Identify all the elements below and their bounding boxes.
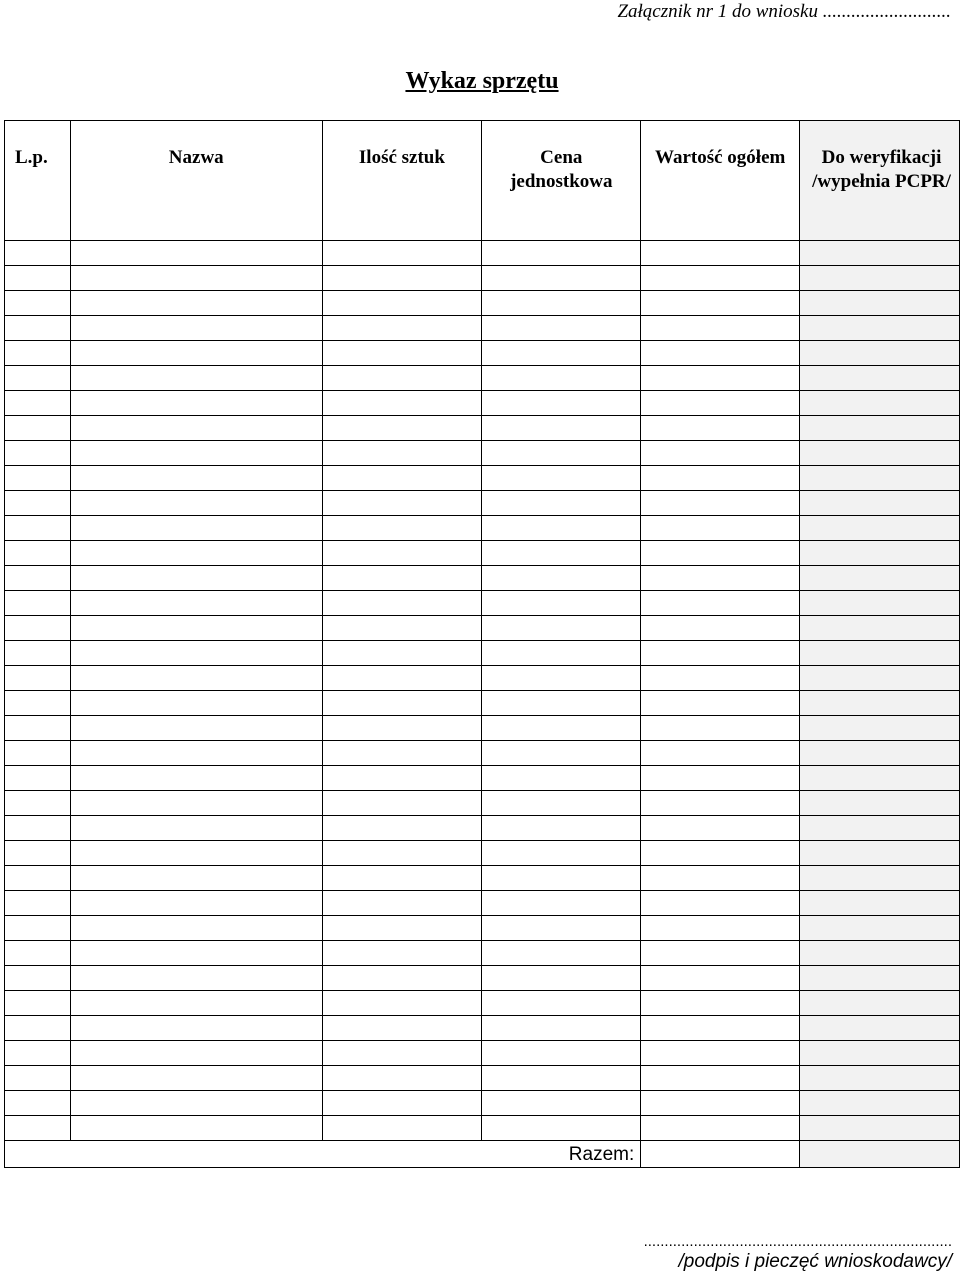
table-cell-lp[interactable] — [5, 241, 71, 266]
table-cell-quantity[interactable] — [322, 591, 482, 616]
table-cell-unit_price[interactable] — [482, 641, 641, 666]
table-cell-name[interactable] — [70, 941, 322, 966]
table-cell-name[interactable] — [70, 516, 322, 541]
table-cell-unit_price[interactable] — [482, 841, 641, 866]
table-cell-total_value[interactable] — [641, 566, 800, 591]
column-header-verification: Do weryfikacji /wypełnia PCPR/ — [800, 121, 960, 241]
table-cell-lp[interactable] — [5, 1016, 71, 1041]
table-row — [5, 666, 960, 691]
table-cell-name[interactable] — [70, 841, 322, 866]
table-cell-total_value[interactable] — [641, 316, 800, 341]
table-cell-quantity[interactable] — [322, 741, 482, 766]
table-cell-total_value[interactable] — [641, 641, 800, 666]
table-row — [5, 241, 960, 266]
table-cell-unit_price[interactable] — [482, 391, 641, 416]
table-cell-unit_price[interactable] — [482, 1016, 641, 1041]
table-cell-unit_price[interactable] — [482, 516, 641, 541]
table-cell-verification[interactable] — [800, 641, 960, 666]
table-cell-unit_price[interactable] — [482, 616, 641, 641]
table-cell-quantity[interactable] — [322, 316, 482, 341]
table-cell-name[interactable] — [70, 716, 322, 741]
table-cell-unit_price[interactable] — [482, 266, 641, 291]
table-row — [5, 466, 960, 491]
table-cell-lp[interactable] — [5, 591, 71, 616]
table-cell-lp[interactable] — [5, 641, 71, 666]
table-row — [5, 391, 960, 416]
table-cell-name[interactable] — [70, 1041, 322, 1066]
table-row — [5, 416, 960, 441]
table-cell-lp[interactable] — [5, 841, 71, 866]
table-cell-verification[interactable] — [800, 716, 960, 741]
table-cell-verification[interactable] — [800, 316, 960, 341]
table-row — [5, 766, 960, 791]
table-cell-name[interactable] — [70, 966, 322, 991]
table-cell-total_value[interactable] — [641, 1041, 800, 1066]
table-cell-unit_price[interactable] — [482, 541, 641, 566]
table-cell-verification[interactable] — [800, 841, 960, 866]
table-cell-unit_price[interactable] — [482, 366, 641, 391]
table-cell-lp[interactable] — [5, 266, 71, 291]
table-cell-quantity[interactable] — [322, 516, 482, 541]
table-cell-name[interactable] — [70, 691, 322, 716]
table-cell-unit_price[interactable] — [482, 241, 641, 266]
table-cell-quantity[interactable] — [322, 916, 482, 941]
table-row — [5, 616, 960, 641]
column-header-unit-price: Cena jednostkowa — [482, 121, 641, 241]
table-cell-total_value[interactable] — [641, 1116, 800, 1141]
table-cell-unit_price[interactable] — [482, 416, 641, 441]
table-cell-total_value[interactable] — [641, 691, 800, 716]
table-cell-verification[interactable] — [800, 616, 960, 641]
table-cell-lp[interactable] — [5, 866, 71, 891]
table-cell-total_value[interactable] — [641, 1016, 800, 1041]
table-cell-unit_price[interactable] — [482, 291, 641, 316]
table-row — [5, 591, 960, 616]
table-cell-total_value[interactable] — [641, 591, 800, 616]
table-cell-verification[interactable] — [800, 391, 960, 416]
table-cell-quantity[interactable] — [322, 666, 482, 691]
table-cell-quantity[interactable] — [322, 391, 482, 416]
table-cell-lp[interactable] — [5, 966, 71, 991]
table-cell-quantity[interactable] — [322, 616, 482, 641]
table-cell-quantity[interactable] — [322, 816, 482, 841]
table-row — [5, 791, 960, 816]
table-cell-name[interactable] — [70, 1016, 322, 1041]
table-cell-total_value[interactable] — [641, 716, 800, 741]
table-cell-quantity[interactable] — [322, 366, 482, 391]
table-cell-name[interactable] — [70, 416, 322, 441]
table-cell-verification[interactable] — [800, 1016, 960, 1041]
table-cell-total_value[interactable] — [641, 741, 800, 766]
table-cell-name[interactable] — [70, 316, 322, 341]
table-cell-name[interactable] — [70, 441, 322, 466]
table-cell-quantity[interactable] — [322, 566, 482, 591]
table-cell-name[interactable] — [70, 891, 322, 916]
table-cell-verification[interactable] — [800, 241, 960, 266]
table-cell-name[interactable] — [70, 291, 322, 316]
table-cell-unit_price[interactable] — [482, 791, 641, 816]
table-cell-lp[interactable] — [5, 941, 71, 966]
table-cell-lp[interactable] — [5, 566, 71, 591]
table-cell-lp[interactable] — [5, 541, 71, 566]
table-row — [5, 1066, 960, 1091]
table-cell-unit_price[interactable] — [482, 441, 641, 466]
table-cell-verification[interactable] — [800, 766, 960, 791]
table-cell-quantity[interactable] — [322, 341, 482, 366]
table-row — [5, 516, 960, 541]
table-row — [5, 316, 960, 341]
table-row — [5, 741, 960, 766]
table-cell-name[interactable] — [70, 341, 322, 366]
table-cell-name[interactable] — [70, 916, 322, 941]
total-value-cell[interactable] — [641, 1141, 800, 1168]
table-row — [5, 891, 960, 916]
table-cell-lp[interactable] — [5, 791, 71, 816]
table-cell-name[interactable] — [70, 266, 322, 291]
total-label: Razem: — [5, 1141, 641, 1168]
table-row — [5, 1116, 960, 1141]
table-cell-name[interactable] — [70, 1066, 322, 1091]
table-cell-lp[interactable] — [5, 1116, 71, 1141]
table-cell-unit_price[interactable] — [482, 916, 641, 941]
table-cell-lp[interactable] — [5, 816, 71, 841]
table-cell-name[interactable] — [70, 766, 322, 791]
table-row — [5, 866, 960, 891]
table-cell-name[interactable] — [70, 816, 322, 841]
table-cell-total_value[interactable] — [641, 516, 800, 541]
table-cell-quantity[interactable] — [322, 241, 482, 266]
table-row — [5, 491, 960, 516]
table-cell-verification[interactable] — [800, 916, 960, 941]
table-cell-verification[interactable] — [800, 266, 960, 291]
table-row — [5, 1016, 960, 1041]
table-cell-total_value[interactable] — [641, 416, 800, 441]
table-cell-verification[interactable] — [800, 1116, 960, 1141]
table-cell-unit_price[interactable] — [482, 891, 641, 916]
table-cell-unit_price[interactable] — [482, 466, 641, 491]
table-cell-verification[interactable] — [800, 466, 960, 491]
table-cell-total_value[interactable] — [641, 291, 800, 316]
table-cell-verification[interactable] — [800, 816, 960, 841]
table-cell-unit_price[interactable] — [482, 716, 641, 741]
table-cell-unit_price[interactable] — [482, 966, 641, 991]
table-row — [5, 1041, 960, 1066]
table-cell-quantity[interactable] — [322, 841, 482, 866]
equipment-table — [4, 120, 960, 1168]
table-row — [5, 541, 960, 566]
table-cell-verification[interactable] — [800, 1066, 960, 1091]
table-cell-quantity[interactable] — [322, 866, 482, 891]
table-header-row — [5, 121, 960, 241]
table-cell-quantity[interactable] — [322, 716, 482, 741]
table-cell-verification[interactable] — [800, 791, 960, 816]
table-cell-verification[interactable] — [800, 441, 960, 466]
table-cell-quantity[interactable] — [322, 1091, 482, 1116]
table-cell-verification[interactable] — [800, 591, 960, 616]
total-row — [5, 1141, 960, 1168]
table-cell-verification[interactable] — [800, 416, 960, 441]
table-cell-quantity[interactable] — [322, 1116, 482, 1141]
table-cell-total_value[interactable] — [641, 916, 800, 941]
table-cell-lp[interactable] — [5, 316, 71, 341]
table-cell-total_value[interactable] — [641, 616, 800, 641]
table-cell-verification[interactable] — [800, 1091, 960, 1116]
table-cell-name[interactable] — [70, 241, 322, 266]
table-cell-name[interactable] — [70, 641, 322, 666]
table-cell-total_value[interactable] — [641, 966, 800, 991]
table-cell-unit_price[interactable] — [482, 866, 641, 891]
table-cell-quantity[interactable] — [322, 991, 482, 1016]
table-cell-verification[interactable] — [800, 491, 960, 516]
signature-label: /podpis i pieczęć wnioskodawcy/ — [678, 1251, 952, 1272]
table-cell-quantity[interactable] — [322, 416, 482, 441]
table-row — [5, 366, 960, 391]
table-cell-unit_price[interactable] — [482, 591, 641, 616]
table-cell-quantity[interactable] — [322, 641, 482, 666]
table-cell-quantity[interactable] — [322, 1066, 482, 1091]
table-row — [5, 291, 960, 316]
table-cell-verification[interactable] — [800, 666, 960, 691]
table-cell-lp[interactable] — [5, 1041, 71, 1066]
table-cell-total_value[interactable] — [641, 341, 800, 366]
page-title: Wykaz sprzętu — [405, 68, 559, 94]
table-row — [5, 341, 960, 366]
table-row — [5, 966, 960, 991]
table-cell-quantity[interactable] — [322, 966, 482, 991]
table-cell-lp[interactable] — [5, 516, 71, 541]
table-cell-unit_price[interactable] — [482, 1091, 641, 1116]
table-cell-total_value[interactable] — [641, 791, 800, 816]
table-row — [5, 266, 960, 291]
table-row — [5, 991, 960, 1016]
table-cell-name[interactable] — [70, 591, 322, 616]
table-cell-total_value[interactable] — [641, 991, 800, 1016]
table-cell-lp[interactable] — [5, 891, 71, 916]
table-cell-unit_price[interactable] — [482, 316, 641, 341]
table-cell-verification[interactable] — [800, 366, 960, 391]
table-cell-name[interactable] — [70, 366, 322, 391]
table-cell-name[interactable] — [70, 791, 322, 816]
table-row — [5, 566, 960, 591]
table-cell-lp[interactable] — [5, 1066, 71, 1091]
table-cell-total_value[interactable] — [641, 891, 800, 916]
table-cell-lp[interactable] — [5, 491, 71, 516]
table-cell-total_value[interactable] — [641, 666, 800, 691]
table-cell-verification[interactable] — [800, 966, 960, 991]
table-cell-verification[interactable] — [800, 541, 960, 566]
table-cell-unit_price[interactable] — [482, 341, 641, 366]
table-cell-lp[interactable] — [5, 991, 71, 1016]
table-cell-lp[interactable] — [5, 441, 71, 466]
table-row — [5, 691, 960, 716]
table-cell-lp[interactable] — [5, 741, 71, 766]
table-cell-lp[interactable] — [5, 616, 71, 641]
column-header-quantity: Ilość sztuk — [322, 121, 482, 241]
table-cell-quantity[interactable] — [322, 691, 482, 716]
table-cell-unit_price[interactable] — [482, 666, 641, 691]
table-cell-quantity[interactable] — [322, 941, 482, 966]
table-row — [5, 1091, 960, 1116]
table-cell-total_value[interactable] — [641, 941, 800, 966]
table-cell-lp[interactable] — [5, 391, 71, 416]
table-cell-lp[interactable] — [5, 716, 71, 741]
table-cell-total_value[interactable] — [641, 241, 800, 266]
table-cell-unit_price[interactable] — [482, 1116, 641, 1141]
table-cell-total_value[interactable] — [641, 1091, 800, 1116]
table-body — [5, 241, 960, 1168]
table-cell-name[interactable] — [70, 666, 322, 691]
table-cell-name[interactable] — [70, 466, 322, 491]
table-cell-verification[interactable] — [800, 941, 960, 966]
table-cell-total_value[interactable] — [641, 391, 800, 416]
table-cell-quantity[interactable] — [322, 541, 482, 566]
table-cell-name[interactable] — [70, 391, 322, 416]
table-row — [5, 941, 960, 966]
table-cell-lp[interactable] — [5, 366, 71, 391]
table-cell-total_value[interactable] — [641, 766, 800, 791]
table-cell-lp[interactable] — [5, 766, 71, 791]
table-cell-quantity[interactable] — [322, 1016, 482, 1041]
table-cell-name[interactable] — [70, 1091, 322, 1116]
table-cell-lp[interactable] — [5, 416, 71, 441]
signature-block — [644, 1234, 952, 1274]
table-cell-quantity[interactable] — [322, 441, 482, 466]
table-cell-unit_price[interactable] — [482, 691, 641, 716]
table-cell-lp[interactable] — [5, 916, 71, 941]
table-row — [5, 816, 960, 841]
table-cell-unit_price[interactable] — [482, 991, 641, 1016]
table-cell-lp[interactable] — [5, 341, 71, 366]
table-cell-total_value[interactable] — [641, 466, 800, 491]
table-cell-verification[interactable] — [800, 516, 960, 541]
table-cell-quantity[interactable] — [322, 891, 482, 916]
table-cell-quantity[interactable] — [322, 766, 482, 791]
table-cell-total_value[interactable] — [641, 541, 800, 566]
table-cell-total_value[interactable] — [641, 366, 800, 391]
table-cell-quantity[interactable] — [322, 491, 482, 516]
table-cell-total_value[interactable] — [641, 491, 800, 516]
table-cell-total_value[interactable] — [641, 266, 800, 291]
column-header-total-value: Wartość ogółem — [641, 121, 800, 241]
table-cell-verification[interactable] — [800, 1041, 960, 1066]
table-cell-quantity[interactable] — [322, 291, 482, 316]
table-row — [5, 916, 960, 941]
table-cell-unit_price[interactable] — [482, 491, 641, 516]
table-cell-unit_price[interactable] — [482, 766, 641, 791]
table-cell-name[interactable] — [70, 616, 322, 641]
table-cell-verification[interactable] — [800, 991, 960, 1016]
table-cell-name[interactable] — [70, 566, 322, 591]
table-row — [5, 841, 960, 866]
attachment-note: Załącznik nr 1 do wniosku ........................... — [617, 1, 951, 22]
table-row — [5, 641, 960, 666]
table-cell-name[interactable] — [70, 541, 322, 566]
table-cell-verification[interactable] — [800, 741, 960, 766]
table-cell-lp[interactable] — [5, 291, 71, 316]
table-cell-lp[interactable] — [5, 666, 71, 691]
table-row — [5, 716, 960, 741]
table-cell-quantity[interactable] — [322, 791, 482, 816]
table-cell-quantity[interactable] — [322, 1041, 482, 1066]
table-cell-lp[interactable] — [5, 466, 71, 491]
table-cell-unit_price[interactable] — [482, 741, 641, 766]
table-cell-quantity[interactable] — [322, 466, 482, 491]
table-cell-name[interactable] — [70, 991, 322, 1016]
column-header-lp: L.p. — [5, 121, 71, 241]
table-cell-total_value[interactable] — [641, 841, 800, 866]
total-verification-cell[interactable] — [800, 1141, 960, 1168]
table-cell-unit_price[interactable] — [482, 566, 641, 591]
table-cell-verification[interactable] — [800, 291, 960, 316]
table-cell-name[interactable] — [70, 491, 322, 516]
table-cell-total_value[interactable] — [641, 1066, 800, 1091]
table-cell-quantity[interactable] — [322, 266, 482, 291]
table-cell-name[interactable] — [70, 866, 322, 891]
table-cell-total_value[interactable] — [641, 441, 800, 466]
table-row — [5, 441, 960, 466]
table-cell-total_value[interactable] — [641, 866, 800, 891]
table-cell-verification[interactable] — [800, 891, 960, 916]
table-cell-name[interactable] — [70, 1116, 322, 1141]
table-cell-total_value[interactable] — [641, 816, 800, 841]
table-cell-unit_price[interactable] — [482, 941, 641, 966]
table-cell-verification[interactable] — [800, 866, 960, 891]
table-cell-lp[interactable] — [5, 691, 71, 716]
table-cell-verification[interactable] — [800, 566, 960, 591]
table-cell-name[interactable] — [70, 741, 322, 766]
table-cell-unit_price[interactable] — [482, 1041, 641, 1066]
table-cell-verification[interactable] — [800, 691, 960, 716]
table-cell-lp[interactable] — [5, 1091, 71, 1116]
table-cell-unit_price[interactable] — [482, 1066, 641, 1091]
signature-line: .......................................................................... — [643, 1233, 952, 1250]
column-header-name: Nazwa — [70, 121, 322, 241]
table-cell-unit_price[interactable] — [482, 816, 641, 841]
table-cell-verification[interactable] — [800, 341, 960, 366]
